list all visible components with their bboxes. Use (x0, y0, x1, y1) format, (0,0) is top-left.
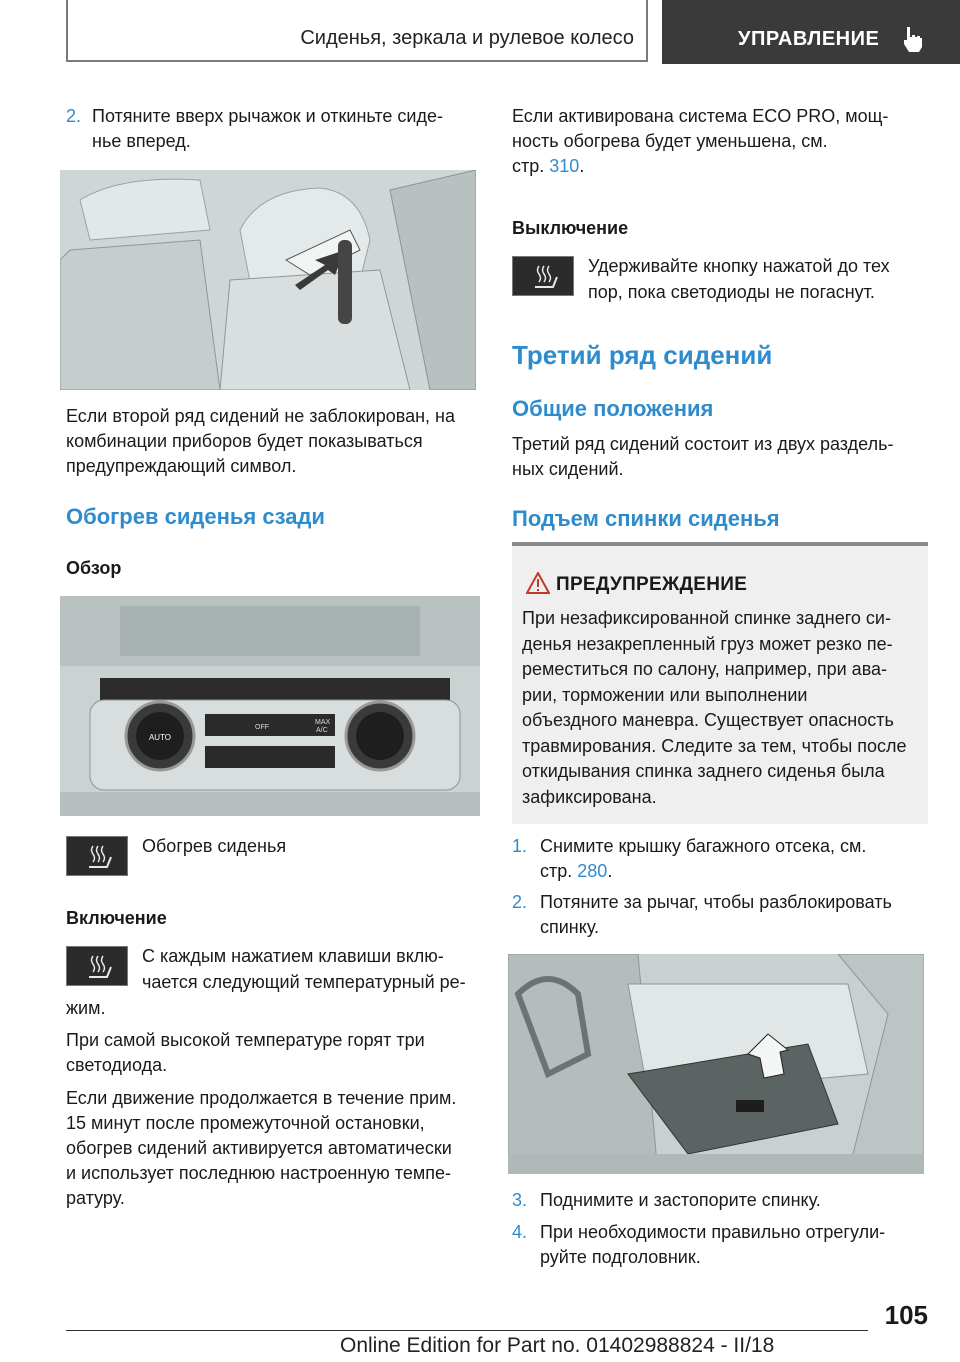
step-number: 1. (512, 836, 528, 856)
switch-on-text-3: жим. (66, 998, 106, 1018)
text-line: комбинации приборов будет показываться (66, 431, 423, 451)
text-line: При незафиксированной спинке заднего си- (522, 608, 891, 628)
section-title: Сиденья, зеркала и рулевое колесо (300, 27, 634, 49)
text-line: рии, торможении или выполнении (522, 684, 808, 705)
text-line: 15 минут после промежуточной остановки, (66, 1113, 425, 1133)
step-text-line: Потяните вверх рычажок и откиньте сиде- (92, 106, 443, 126)
step-text-line: Снимите крышку багажного отсека, см. (540, 836, 867, 856)
rear-climate-panel-photo (60, 596, 480, 816)
auto-activation-paragraph (66, 1086, 486, 1211)
text-line: Третий ряд сидений состоит из двух раздель- (512, 434, 894, 454)
panel-off-label: OFF (255, 724, 269, 731)
text-line: объездного маневра. Существует опасность (522, 710, 894, 730)
step-text-line: руйте подголовник. (540, 1247, 701, 1267)
seat-heating-button-icon-3 (512, 256, 574, 296)
switch-off-text-1: Удерживайте кнопку нажатой до тех (588, 256, 890, 276)
text-line: денья незакрепленный груз может резко пе- (522, 633, 893, 654)
footer-divider (66, 1330, 868, 1331)
page-ref-suffix: . (579, 156, 585, 176)
step-number: 4. (512, 1222, 528, 1242)
panel-auto-label: AUTO (148, 733, 172, 742)
seat-heating-button-icon (66, 836, 128, 876)
step-2 (512, 890, 932, 942)
text-line: Если активирована система ECO PRO, мощ- (512, 106, 889, 126)
text-line: зафиксирована. (522, 786, 657, 807)
max-temp-paragraph (66, 1028, 486, 1078)
step-3 (512, 1188, 932, 1214)
switch-on-text-1: С каждым нажатием клавиши вклю- (142, 946, 444, 966)
text-line: Если движение продолжается в течение прим. (66, 1088, 457, 1108)
page-ref-prefix: стр. (512, 156, 550, 176)
text-line (512, 154, 932, 179)
warning-triangle-icon (526, 572, 550, 594)
text-line: реместиться по салону, например, при ава- (522, 659, 888, 679)
overview-heading: Обзор (66, 558, 122, 578)
seat-heating-icon (513, 257, 575, 297)
text-line: откидывания спинка заднего сиденья была (522, 761, 885, 781)
text-line: светодиода. (66, 1055, 168, 1075)
warning-box (512, 542, 928, 824)
text-line: обогрев сидений активируется автоматически (66, 1138, 452, 1158)
page-ref-prefix: стр. (540, 861, 578, 881)
text-line: ратуру. (66, 1188, 125, 1208)
rear-seat-heating-heading: Обогрев сиденья сзади (66, 504, 325, 529)
seat-heating-button-icon-2 (66, 946, 128, 986)
chapter-title: УПРАВЛЕНИЕ (738, 28, 880, 50)
step-text-line: спинку. (540, 917, 600, 937)
page-ref-link-280[interactable]: 280 (577, 861, 608, 881)
step-text-line: При необходимости правильно отрегули- (540, 1222, 886, 1242)
page-number: 105 (884, 1300, 928, 1330)
switch-off-text-2: пор, пока светодиоды не погаснут. (588, 282, 875, 302)
step-number: 3. (512, 1190, 528, 1210)
text-line: ных сидений. (512, 459, 624, 479)
step-number: 2. (66, 106, 82, 126)
general-paragraph (512, 432, 932, 482)
page-ref-link-310[interactable]: 310 (549, 156, 580, 176)
third-row-heading: Третий ряд сидений (512, 340, 773, 370)
header-section-box (66, 0, 648, 62)
seat-heating-icon (67, 837, 129, 877)
step-2-left (66, 104, 486, 156)
step-4 (512, 1220, 932, 1272)
unlocked-warning-paragraph (66, 404, 486, 479)
warning-title: ПРЕДУПРЕЖДЕНИЕ (556, 574, 748, 595)
text-line: предупреждающий символ. (66, 456, 297, 476)
warning-body (522, 606, 922, 810)
step-1 (512, 834, 932, 886)
switch-off-heading: Выключение (512, 218, 629, 238)
text-line: и использует последнюю настроенную темпе- (66, 1163, 451, 1183)
rear-seat-lever-photo (60, 170, 476, 390)
step-text-line: нье вперед. (92, 131, 191, 151)
raise-backrest-heading: Подъем спинки сиденья (512, 506, 780, 531)
step-text-line: Поднимите и застопорите спинку. (540, 1190, 821, 1210)
text-line: При самой высокой температуре горят три (66, 1030, 425, 1050)
panel-max-label: MAX (315, 719, 331, 726)
step-number: 2. (512, 892, 528, 912)
panel-ac-label: A/C (316, 727, 328, 734)
seat-heating-caption: Обогрев сиденья (142, 836, 287, 856)
switch-on-heading: Включение (66, 908, 167, 928)
text-line: ность обогрева будет уменьшена, см. (512, 131, 828, 151)
seat-heating-icon (67, 947, 129, 987)
eco-pro-paragraph (512, 104, 932, 179)
trunk-backrest-photo (508, 954, 924, 1174)
hand-pointer-icon (898, 24, 928, 54)
switch-on-text-2: чается следующий температурный ре- (142, 972, 466, 992)
page-ref-suffix: . (607, 861, 613, 881)
step-text-line: Потяните за рычаг, чтобы разблокировать (540, 892, 892, 912)
header-chapter-tab[interactable] (662, 0, 960, 64)
step-text-line (540, 859, 866, 884)
text-line: Если второй ряд сидений не заблокирован, на (66, 406, 455, 426)
general-heading: Общие положения (512, 396, 714, 421)
text-line: травмирования. Следите за тем, чтобы после (522, 735, 907, 756)
edition-info: Online Edition for Part no. 01402988824 - II/18 (340, 1334, 775, 1357)
